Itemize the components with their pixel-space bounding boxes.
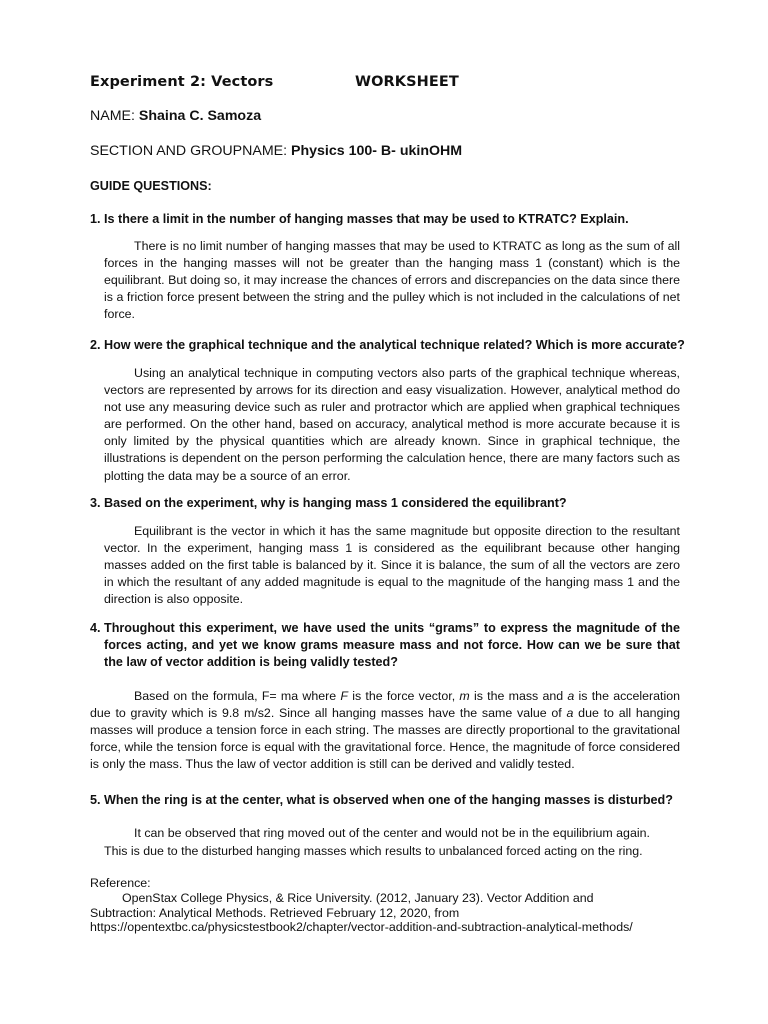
- answer-4-var-a: a: [566, 706, 574, 721]
- question-3: 3. Based on the experiment, why is hanging mass 1 considered the equilibrant?: [90, 496, 567, 510]
- reference-line-2: Subtraction: Analytical Methods. Retrieved February 12, 2020, from: [90, 906, 460, 920]
- section-value: Physics 100- B- ukinOHM: [291, 143, 463, 159]
- question-4-text: Throughout this experiment, we have used the units “grams” to express the magnitude of the forces acting, and yet we know grams measure mass and not force. How can we be sure that the law of vector addition is being validly tested?: [104, 621, 680, 669]
- section-label: SECTION AND GROUPNAME:: [90, 143, 292, 159]
- answer-2: [104, 365, 680, 485]
- answer-2-text: Using an analytical technique in computing vectors also parts of the graphical technique whereas, vectors are represented by arrows for its direction and easy visualization. However, analytical method do not use any measuring device such as ruler and protractor which are applied when graphical techniques are performed. On the other hand, based on accuracy, analytical method is more accurate because it is only limited by the physical quantities which are already known. Since in graphical technique, the illustrations is dependent on the person performing the calculation hence, there are many factors such as plotting the data may be a source of an error.: [104, 366, 680, 483]
- answer-4-part: due to all hanging masses will produce a tension force in each string. The masses are directly proportional to the gravitational force, while the tension force is equal with the gravitational force. Hence, the magnitude of force considered is only the mass. Thus the law of vector addition is still can be derived and validly tested.: [90, 706, 680, 772]
- answer-4-part: is the acceleration due to gravity which is 9.8 m/s2. Since all hanging masses have the same value of: [90, 689, 681, 721]
- answer-4: [90, 688, 680, 773]
- question-1: 1. Is there a limit in the number of hanging masses that may be used to KTRATC? Explain.: [90, 212, 629, 226]
- answer-4-var-a: a: [567, 689, 575, 703]
- question-2: 2. How were the graphical technique and the analytical technique related? Which is more accurate?: [90, 338, 685, 352]
- answer-3: [104, 523, 680, 608]
- name-label: NAME:: [90, 108, 139, 124]
- reference-line-1: OpenStax College Physics, & Rice University. (2012, January 23). Vector Addition and: [122, 891, 594, 905]
- question-4-number: 4.: [90, 621, 101, 635]
- answer-1: [104, 238, 680, 323]
- question-4: [90, 620, 680, 671]
- answer-3-text: Equilibrant is the vector in which it has the same magnitude but opposite direction to the resultant vector. In the experiment, hanging mass 1 is considered as the equilibrant because other hanging masses added on the first table is balanced by it. Since it is balance, the sum of all the vectors are zero in which the resultant of any added magnitude is equal to the magnitude of the hanging mass 1 and the direction is also opposite.: [104, 524, 680, 607]
- worksheet-title: WORKSHEET: [355, 74, 459, 90]
- answer-1-text: There is no limit number of hanging masses that may be used to KTRATC as long as the sum of all forces in the hanging masses will not be greater than the hanging mass 1 (constant) which is the equilibrant. But doing so, it may increase the chances of errors and discrepancies on the data since there is a friction force present between the string and the pulley which is not included in the calculations of net force.: [104, 239, 680, 322]
- experiment-title: Experiment 2: Vectors: [90, 74, 274, 90]
- answer-4-part: Based on the formula, F= ma where: [134, 689, 341, 703]
- section-line: [90, 143, 462, 159]
- name-value: Shaina C. Samoza: [138, 108, 262, 124]
- answer-5-line-1: It can be observed that ring moved out of the center and would not be in the equilibrium again.: [134, 826, 650, 840]
- answer-4-var-F: F: [340, 689, 348, 703]
- name-line: [90, 108, 261, 124]
- answer-4-part: is the force vector,: [347, 689, 460, 703]
- reference-url: https://opentextbc.ca/physicstestbook2/chapter/vector-addition-and-subtraction-analytical-methods/: [90, 920, 633, 934]
- guide-questions-heading: GUIDE QUESTIONS:: [90, 179, 212, 193]
- answer-4-part: is the mass and: [469, 689, 568, 703]
- question-5: 5. When the ring is at the center, what is observed when one of the hanging masses is disturbed?: [90, 793, 673, 807]
- answer-5-line-2: This is due to the disturbed hanging masses which results to unbalanced forced acting on the ring.: [104, 844, 643, 858]
- answer-4-var-m: m: [459, 689, 470, 703]
- reference-label: Reference:: [90, 876, 151, 890]
